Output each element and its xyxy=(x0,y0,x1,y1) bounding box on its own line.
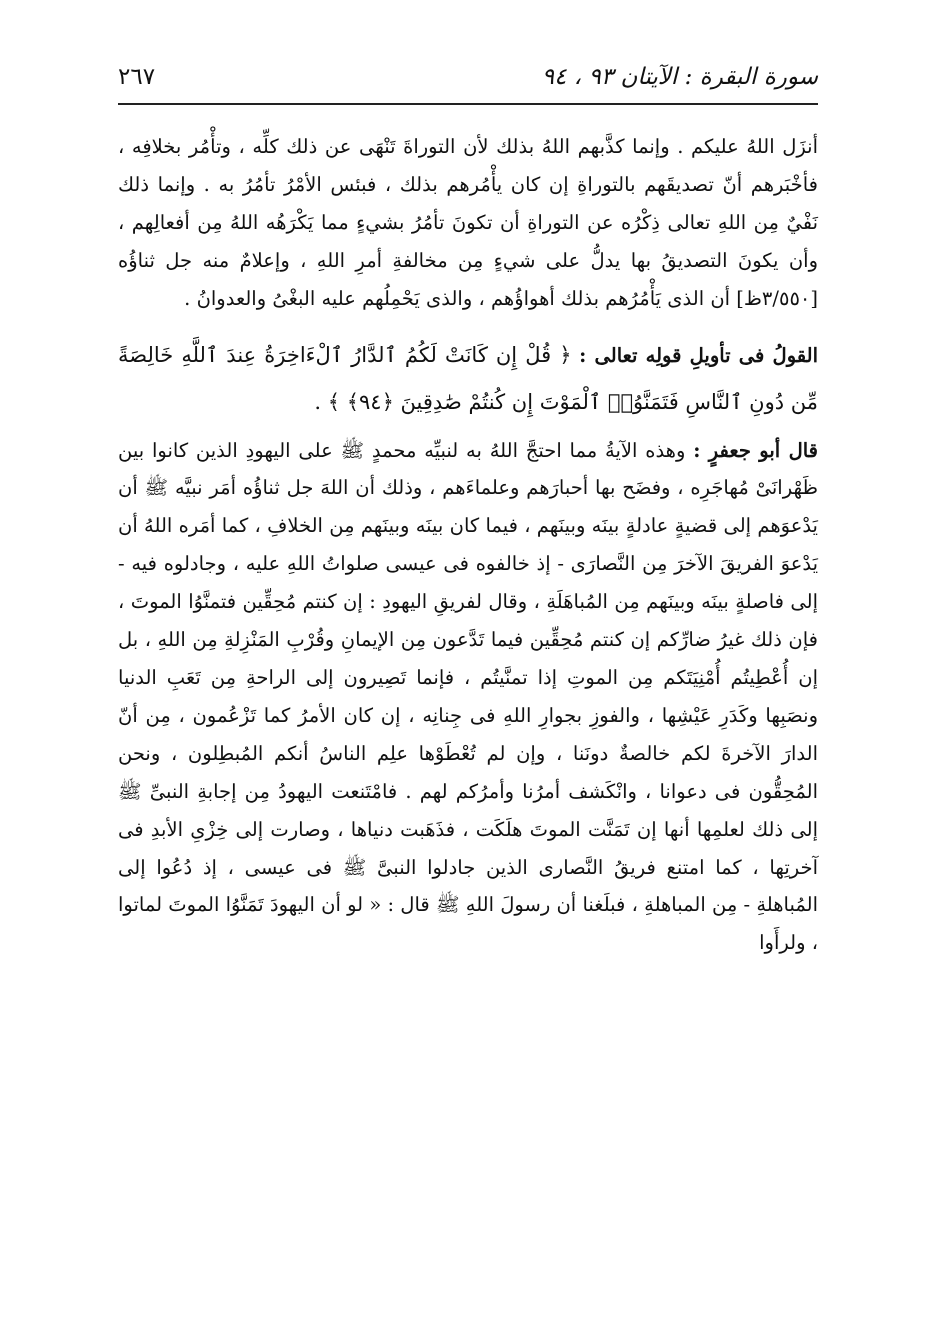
commentary-speaker: قال أبو جعفرٍ : xyxy=(693,438,819,462)
commentary-text: وهذه الآيةُ مما احتجَّ اللهُ به لنبيِّه محمدٍ ﷺ على اليهودِ الذين كانوا بين ظَهْرانَىْ مُهاجَرِه ، وفضَح بها أحبارَهم وعلماءَهم ، وذلك أن اللهَ جل ثناؤُه أمَر نبيَّه ﷺ أن يَدْعوَهم إلى قضيةٍ عادلةٍ بينَه وبينَهم ، فيما كان بينَه وبينَهم مِن الخلافِ ، كما أمَره اللهُ أن يَدْعوَ الفريقَ الآخرَ مِن النَّصارَى - إذ خالفوه فى عيسى صلواتُ اللهِ عليه ، وجادلوه فيه - إلى فاصلةٍ بينَه وبينَهم مِن المُباهَلَةِ ، وقال لفريقِ اليهودِ : إن كنتم مُحِقِّين فتمنَّوُا الموتَ ، فإن ذلك غيرُ ضارِّكم إن كنتم مُحِقِّين فيما تَدَّعون مِن الإيمانِ وقُرْبِ المَنْزِلةِ مِن اللهِ ، بل إن أُعْطِيتُم أُمْنِيَتَكم مِن الموتِ إذا تمنَّيتُم ، فإنما تَصِيرون إلى الراحةِ مِن تَعَبِ الدنيا ونصَبِها وكَدَرِ عَيْشِها ، والفوزِ بجوارِ اللهِ فى جِنانِه ، إن كان الأمرُ كما تَزْعُمون ، مِن أنّ الدارَ الآخرةَ لكم خالصةٌ دونَنا ، وإن لم تُعْطَوْها علِم الناسُ أنكم المُبطِلون ، ونحن المُحِقُّون فى دعوانا ، وانْكَشف أمرُنا وأمرُكم لهم . فامْتَنعت اليهودُ مِن إجابةِ النبىِّ ﷺ إلى ذلك لعلمِها أنها إن تَمَنَّت الموتَ هلَكَت ، فذَهَبت دنياها ، وصارت إلى خِزْىِ الأبدِ فى آخرتِها ، كما امتنع فريقُ النَّصارى الذين جادلوا النبىَّ ﷺ فى عيسى ، إذ دُعُوا إلى المُباهلةِ - مِن المباهلةِ ، فبلَغنا أن رسولَ اللهِ ﷺ قال : « لو أن اليهودَ تَمَنَّوُا الموتَ لماتوا ، ولرأَوا xyxy=(118,438,818,955)
header-divider xyxy=(118,103,818,105)
running-title: سورة البقرة : الآيتان ٩٣ ، ٩٤ xyxy=(541,64,818,90)
verse-intro: القولُ فى تأويلِ قولِه تعالى : xyxy=(579,343,818,367)
commentary-paragraph xyxy=(118,432,818,963)
paragraph-text: أنزَل اللهُ عليكم . وإنما كذَّبهم اللهُ بذلك لأن التوراةَ تَنْهَى عن ذلك كلِّه ، وتأْمُر بخلافِه ، فأخْبَرهم أنّ تصديقَهم بالتوراةِ إن كان يأْمُرهم بذلك ، فبئس الأمْرُ تأمُرُ به . وإنما ذلك نَفْيٌ مِن اللهِ تعالى ذِكْرُه عن التوراةِ أن تكونَ تأمُرُ بشيءٍ مما يَكْرَهُه اللهُ مِن أفعالِهم ، وأن يكونَ التصديقُ بها يدلُّ على شيءٍ مِن مخالفةِ أمرِ اللهِ ، وإعلامٌ منه جل ثناؤُه [٣/٥٥٠ظ] أن الذى يَأْمُرُهم بذلك أهواؤُهم ، والذى يَحْمِلُهم عليه البغْىُ والعدوانُ . xyxy=(118,135,818,310)
paragraph-continuation xyxy=(118,128,818,318)
page-number: ٢٦٧ xyxy=(118,64,156,90)
quran-verse: ﴿ قُلْ إِن كَانَتْ لَكُمُ ٱلدَّارُ ٱلْءَاخِرَةُ عِندَ ٱللَّهِ خَالِصَةً مِّن دُونِ ٱلنَّاسِ فَتَمَنَّوُا۟ ٱلْمَوْتَ إِن كُنتُمْ صَٰدِقِينَ ﴿٩٤﴾ ﴾ . xyxy=(118,342,818,414)
page-header xyxy=(118,58,818,98)
page-body xyxy=(118,128,818,962)
verse-heading xyxy=(118,332,818,426)
